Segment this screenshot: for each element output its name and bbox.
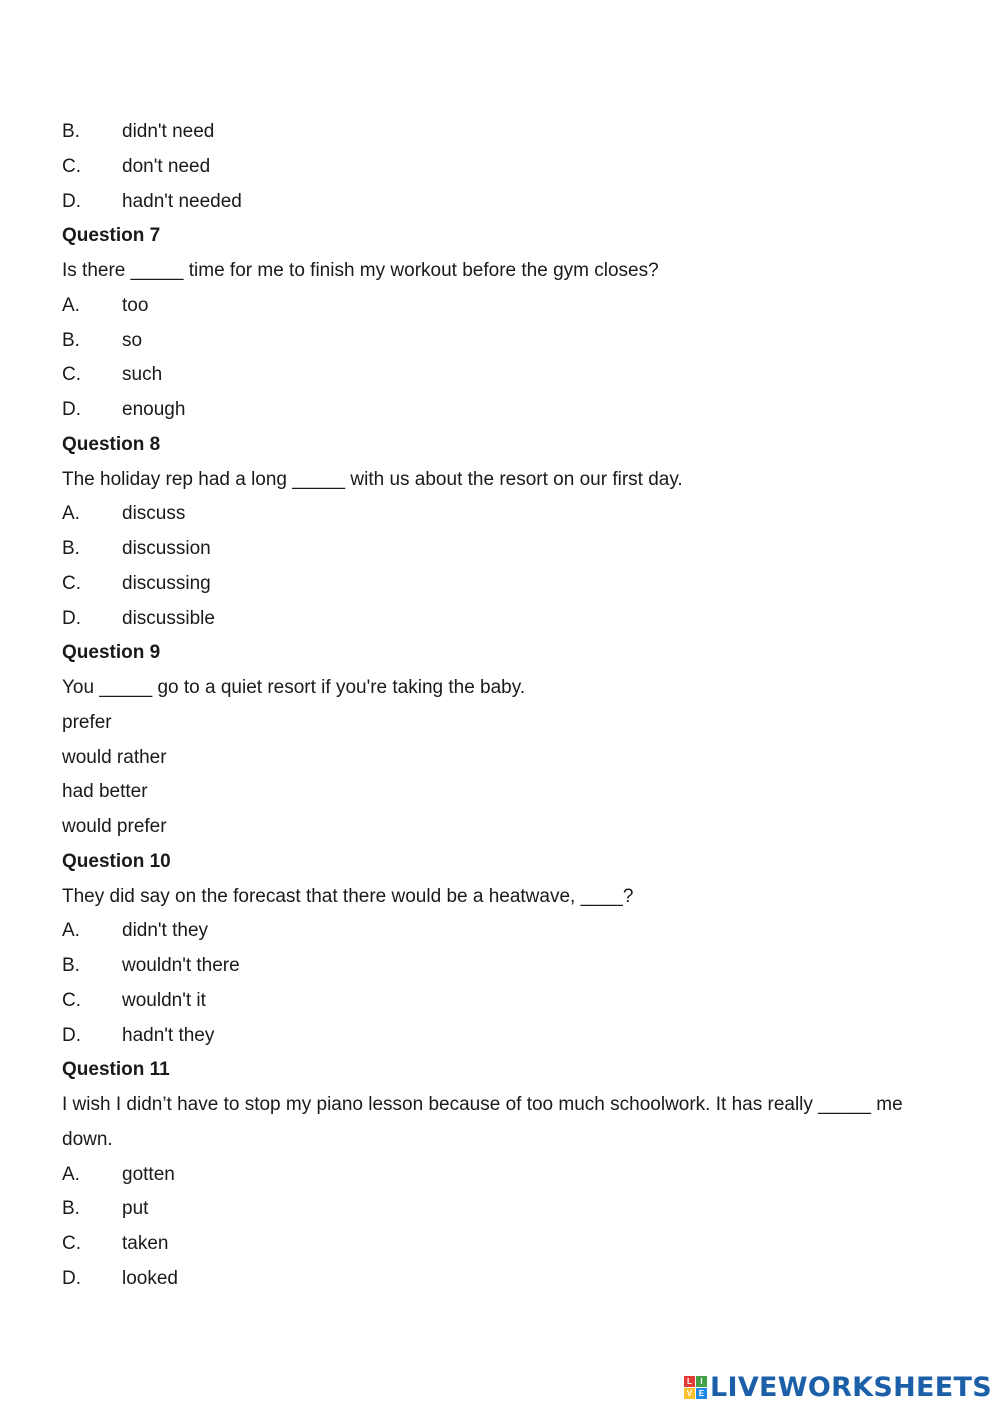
question-10-title: Question 10 bbox=[62, 850, 171, 872]
option-row[interactable] bbox=[62, 602, 942, 637]
option-text: taken bbox=[122, 1233, 169, 1254]
option-row[interactable] bbox=[62, 984, 942, 1019]
question-11-prompt: I wish I didn’t have to stop my piano lesson because of too much schoolwork. It has really _____ me down. bbox=[62, 1094, 903, 1150]
option-letter: C. bbox=[62, 1233, 81, 1254]
option-text: don't need bbox=[122, 155, 211, 177]
option-row[interactable] bbox=[62, 1158, 942, 1193]
option-text: enough bbox=[122, 399, 186, 420]
option-text: put bbox=[122, 1198, 149, 1220]
option-text: too bbox=[122, 294, 149, 316]
question-7-title: Question 7 bbox=[62, 225, 161, 247]
option-row[interactable] bbox=[62, 358, 942, 393]
option-letter: D. bbox=[62, 1024, 81, 1046]
logo-text: LIVEWORKSHEETS bbox=[709, 1372, 992, 1403]
option-text: wouldn't there bbox=[122, 955, 240, 976]
logo-icon-tile: E bbox=[696, 1388, 707, 1399]
option-letter: C. bbox=[62, 364, 81, 386]
option-row[interactable] bbox=[62, 1192, 942, 1227]
option-letter: D. bbox=[62, 190, 81, 212]
option-row[interactable] bbox=[62, 567, 942, 602]
option-row[interactable] bbox=[62, 289, 942, 324]
logo-icon bbox=[684, 1376, 707, 1399]
option-row[interactable] bbox=[62, 115, 942, 150]
option-letter: A. bbox=[62, 294, 80, 316]
option-row[interactable] bbox=[62, 1227, 942, 1262]
question-9-prompt: You _____ go to a quiet resort if you're taking the baby. bbox=[62, 677, 526, 698]
option-row[interactable] bbox=[62, 185, 942, 220]
option-letter: A. bbox=[62, 1163, 80, 1185]
option-text: discussible bbox=[122, 607, 215, 629]
option-letter: B. bbox=[62, 1198, 80, 1220]
logo-icon-tile: I bbox=[696, 1376, 707, 1387]
option-text: discussion bbox=[122, 538, 211, 559]
logo-icon-tile: L bbox=[684, 1376, 695, 1387]
option-letter: B. bbox=[62, 329, 80, 351]
question-11-title: Question 11 bbox=[62, 1059, 170, 1081]
question-8-prompt: The holiday rep had a long _____ with us about the resort on our first day. bbox=[62, 468, 683, 490]
option-letter: D. bbox=[62, 399, 81, 420]
question-10-prompt: They did say on the forecast that there would be a heatwave, ____? bbox=[62, 885, 634, 907]
option-row[interactable] bbox=[62, 497, 942, 532]
option-letter: B. bbox=[62, 121, 80, 142]
question-8-title: Question 8 bbox=[62, 433, 161, 455]
option-text: hadn't they bbox=[122, 1024, 215, 1046]
option-text: discuss bbox=[122, 503, 186, 525]
option-row[interactable] bbox=[62, 1019, 942, 1054]
option-row[interactable] bbox=[62, 150, 942, 185]
option-text: so bbox=[122, 329, 143, 351]
option-text: hadn't needed bbox=[122, 190, 242, 212]
question-9-title: Question 9 bbox=[62, 642, 161, 664]
logo-icon-tile: V bbox=[684, 1388, 695, 1399]
option-text: gotten bbox=[122, 1163, 175, 1185]
option-letter: B. bbox=[62, 538, 80, 559]
option-text: didn't they bbox=[122, 920, 209, 942]
option-row[interactable]: would rather bbox=[62, 746, 167, 768]
option-letter: B. bbox=[62, 955, 80, 976]
option-letter: A. bbox=[62, 503, 80, 525]
option-row[interactable] bbox=[62, 914, 942, 949]
option-row[interactable] bbox=[62, 949, 942, 984]
option-row[interactable] bbox=[62, 1262, 942, 1297]
option-letter: A. bbox=[62, 920, 80, 942]
question-7-prompt: Is there _____ time for me to finish my workout before the gym closes? bbox=[62, 260, 659, 281]
option-letter: D. bbox=[62, 1267, 81, 1289]
option-text: such bbox=[122, 364, 163, 386]
option-letter: C. bbox=[62, 989, 81, 1011]
option-text: discussing bbox=[122, 572, 211, 594]
option-row[interactable] bbox=[62, 532, 942, 567]
option-row[interactable] bbox=[62, 324, 942, 359]
option-text: looked bbox=[122, 1267, 178, 1289]
option-letter: C. bbox=[62, 572, 81, 594]
liveworksheets-logo[interactable] bbox=[684, 1372, 992, 1403]
option-row[interactable]: had better bbox=[62, 781, 148, 803]
option-letter: D. bbox=[62, 607, 81, 629]
worksheet-page bbox=[62, 115, 942, 1297]
option-row[interactable]: would prefer bbox=[62, 816, 167, 837]
option-row[interactable]: prefer bbox=[62, 711, 112, 733]
option-text: didn't need bbox=[122, 121, 215, 142]
option-text: wouldn't it bbox=[122, 989, 206, 1011]
option-letter: C. bbox=[62, 155, 81, 177]
option-row[interactable] bbox=[62, 393, 942, 428]
